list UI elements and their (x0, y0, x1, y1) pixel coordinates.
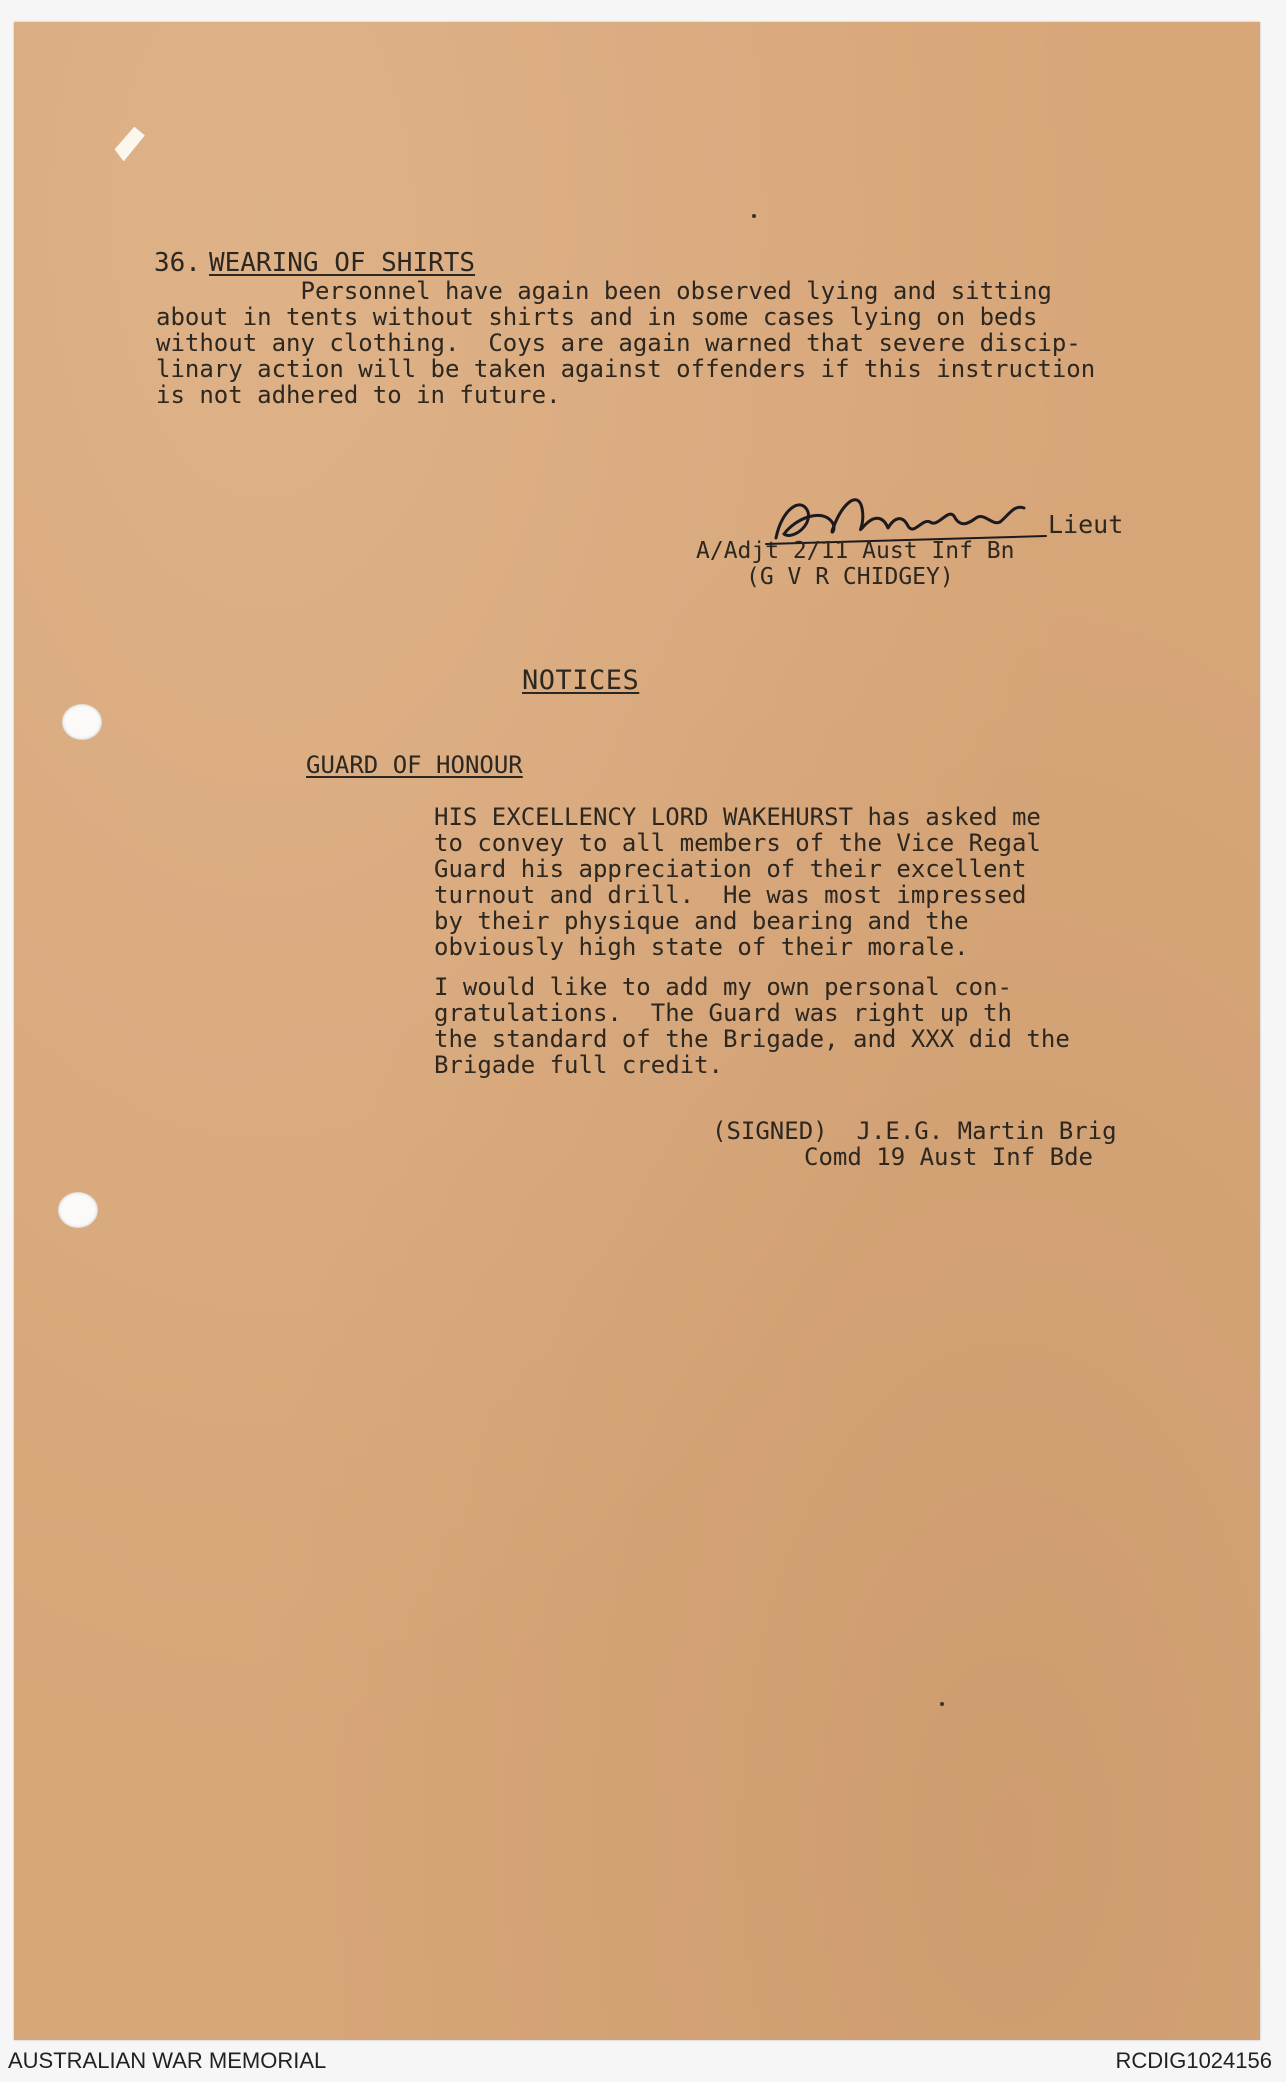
item-heading (154, 250, 475, 276)
torn-corner (112, 123, 147, 165)
item-body: Personnel have again been observed lying and sitting about in tents without shirts and in some cases lying on beds without any clothing. Coys are again warned that severe discip- linary action will be taken against offenders if this instruction is not adhered to in future. (156, 277, 1096, 409)
signatory-appointment: A/Adjt 2/11 Aust Inf Bn (696, 538, 1015, 564)
guard-of-honour-paragraph-1: HIS EXCELLENCY LORD WAKEHURST has asked me to convey to all members of the Vice Regal Guard his appreciation of their excellent turnout and drill. He was most impressed by their physique and bearing and the obviously high state of their morale. (434, 803, 1041, 961)
notices-title: NOTICES (522, 665, 640, 696)
item-number: 36. (154, 248, 201, 278)
ink-speck (752, 214, 756, 218)
signatory-rank: Lieut (1048, 510, 1124, 539)
archive-credit: AUSTRALIAN WAR MEMORIAL (8, 2048, 327, 2073)
signatory-name: (G V R CHIDGEY) (746, 564, 954, 590)
punch-hole-bottom (58, 1192, 98, 1228)
guard-of-honour-heading: GUARD OF HONOUR (306, 751, 523, 779)
punch-hole-top (62, 704, 102, 740)
item-title: WEARING OF SHIRTS (208, 248, 476, 278)
archive-reference: RCDIG1024156 (1115, 2048, 1272, 2073)
guard-of-honour-paragraph-2: I would like to add my own personal con- gratulations. The Guard was right up th the standard of the Brigade, and XXX did the Brigade full credit. (434, 973, 1070, 1079)
ink-speck (940, 1702, 944, 1706)
signed-by-line: (SIGNED) J.E.G. Martin Brig (712, 1117, 1117, 1145)
signed-by-command: Comd 19 Aust Inf Bde (804, 1143, 1093, 1171)
